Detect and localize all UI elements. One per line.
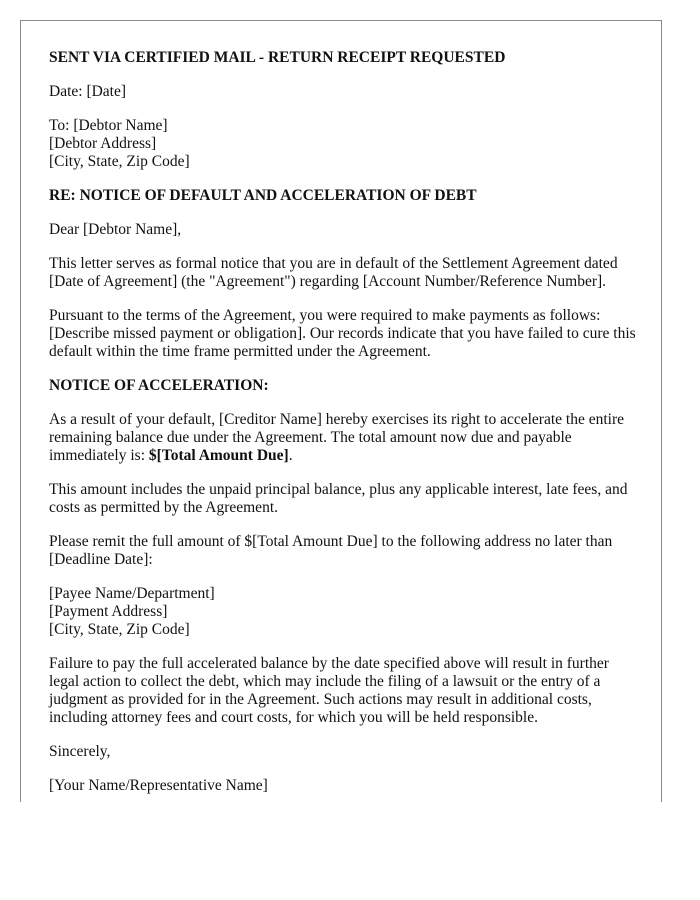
recipient-city-state-zip: [City, State, Zip Code]	[49, 153, 190, 170]
paragraph-acceleration	[49, 411, 637, 465]
closing: Sincerely,	[49, 743, 111, 760]
acceleration-period: .	[288, 447, 293, 464]
recipient-block	[49, 117, 637, 171]
date-line: Date: [Date]	[49, 83, 127, 100]
paragraph-missed-obligation: Pursuant to the terms of the Agreement, you were required to make payments as follows: [Describe missed payment or obligation]. Our records indicate that you have failed to cure this default within the time frame permitted under the Agreement.	[49, 307, 636, 360]
paragraph-remit-instructions: Please remit the full amount of $[Total Amount Due] to the following address no later than [Deadline Date]:	[49, 533, 613, 568]
payee-city-state-zip: [City, State, Zip Code]	[49, 621, 190, 638]
payee-block	[49, 585, 637, 639]
paragraph-amount-includes: This amount includes the unpaid principal balance, plus any applicable interest, late fees, and costs as permitted by the Agreement.	[49, 481, 628, 516]
section-heading-acceleration: NOTICE OF ACCELERATION:	[49, 377, 269, 394]
payee-address: [Payment Address]	[49, 603, 168, 620]
total-amount-due: $[Total Amount Due]	[148, 447, 289, 464]
re-line: RE: NOTICE OF DEFAULT AND ACCELERATION OF DEBT	[49, 187, 477, 204]
signature-line: [Your Name/Representative Name]	[49, 777, 268, 794]
paragraph-consequences: Failure to pay the full accelerated balance by the date specified above will result in further legal action to collect the debt, which may include the filing of a lawsuit or the entry of a judgment as provided for in the Agreement. Such actions may result in additional costs, including attorney fees and court costs, for which you will be held responsible.	[49, 655, 609, 726]
recipient-address: [Debtor Address]	[49, 135, 157, 152]
acceleration-text: As a result of your default, [Creditor Name] hereby exercises its right to accelerate the entire remaining balance due under the Agreement. The total amount now due and payable immediately is:	[49, 411, 624, 464]
recipient-name: To: [Debtor Name]	[49, 117, 168, 134]
salutation: Dear [Debtor Name],	[49, 221, 182, 238]
paragraph-default-notice: This letter serves as formal notice that you are in default of the Settlement Agreement dated [Date of Agreement] (the "Agreement") regarding [Account Number/Reference Number].	[49, 255, 618, 290]
letter-heading: SENT VIA CERTIFIED MAIL - RETURN RECEIPT REQUESTED	[49, 49, 506, 66]
letter-body	[49, 49, 637, 802]
payee-name: [Payee Name/Department]	[49, 585, 215, 602]
letter-page	[20, 20, 662, 802]
